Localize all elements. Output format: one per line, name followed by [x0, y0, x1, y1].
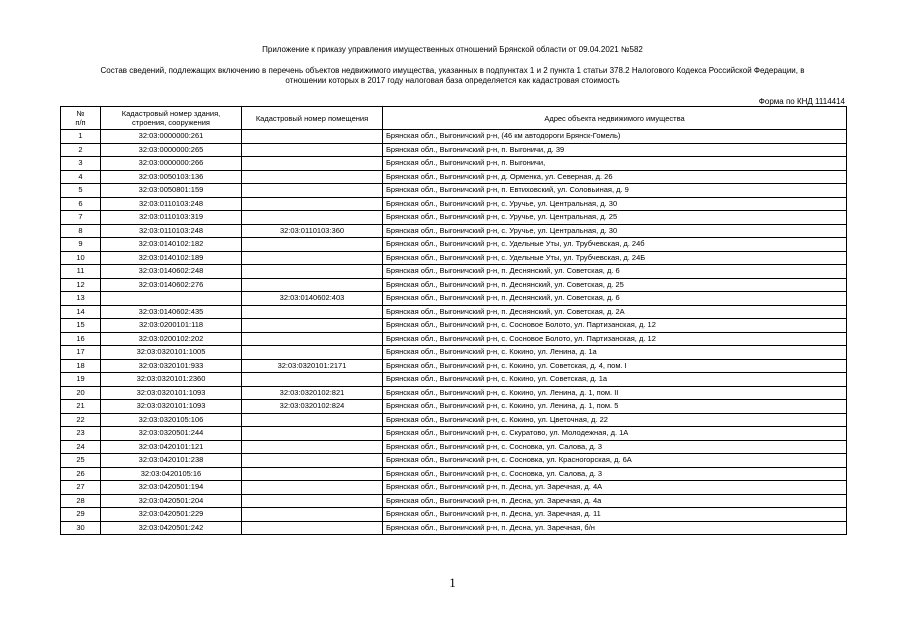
room-cadastral-cell: 32:03:0320101:2171 — [242, 359, 383, 373]
room-cadastral-cell — [242, 440, 383, 454]
table-row — [61, 481, 847, 495]
address-cell: Брянская обл., Выгоничский р-н, с. Удельные Уты, ул. Трубчевская, д. 24б — [383, 238, 847, 252]
row-number-cell: 16 — [61, 332, 101, 346]
building-cadastral-cell: 32:03:0140102:182 — [101, 238, 242, 252]
building-cadastral-cell: 32:03:0320101:1093 — [101, 400, 242, 414]
room-cadastral-cell — [242, 211, 383, 225]
table-row — [61, 278, 847, 292]
form-code: Форма по КНД 1114414 — [758, 97, 845, 106]
building-cadastral-cell — [101, 292, 242, 306]
row-number-cell: 28 — [61, 494, 101, 508]
room-cadastral-cell — [242, 413, 383, 427]
room-cadastral-cell — [242, 143, 383, 157]
row-number-cell: 2 — [61, 143, 101, 157]
building-cadastral-cell: 32:03:0320501:244 — [101, 427, 242, 441]
room-cadastral-cell — [242, 494, 383, 508]
table-row — [61, 130, 847, 144]
building-cadastral-cell: 32:03:0110103:248 — [101, 197, 242, 211]
room-cadastral-cell — [242, 278, 383, 292]
room-cadastral-cell — [242, 251, 383, 265]
row-number-cell: 14 — [61, 305, 101, 319]
row-number-cell: 27 — [61, 481, 101, 495]
room-cadastral-cell — [242, 508, 383, 522]
building-cadastral-cell: 32:03:0420501:229 — [101, 508, 242, 522]
room-cadastral-cell — [242, 346, 383, 360]
address-cell: Брянская обл., Выгоничский р-н, (46 км автодороги Брянск-Гомель) — [383, 130, 847, 144]
room-cadastral-cell: 32:03:0140602:403 — [242, 292, 383, 306]
table-row — [61, 508, 847, 522]
column-header-room-cadastral: Кадастровый номер помещения — [242, 107, 383, 130]
building-cadastral-cell: 32:03:0420501:242 — [101, 521, 242, 535]
page-number: 1 — [449, 575, 456, 590]
address-cell: Брянская обл., Выгоничский р-н, с. Сосновка, ул. Красногорская, д. 6А — [383, 454, 847, 468]
building-cadastral-cell: 32:03:0000000:261 — [101, 130, 242, 144]
building-cadastral-cell: 32:03:0140102:189 — [101, 251, 242, 265]
table-row — [61, 292, 847, 306]
row-number-cell: 8 — [61, 224, 101, 238]
building-cadastral-cell: 32:03:0110103:248 — [101, 224, 242, 238]
room-cadastral-cell — [242, 157, 383, 171]
building-cadastral-cell: 32:03:0050103:136 — [101, 170, 242, 184]
table-row — [61, 454, 847, 468]
document-intro — [60, 66, 845, 86]
table-row — [61, 224, 847, 238]
row-number-cell: 10 — [61, 251, 101, 265]
address-cell: Брянская обл., Выгоничский р-н, с. Кокино, ул. Ленина, д. 1, пом. II — [383, 386, 847, 400]
table-row — [61, 494, 847, 508]
table-row — [61, 197, 847, 211]
building-cadastral-cell: 32:03:0140602:248 — [101, 265, 242, 279]
building-cadastral-cell: 32:03:0420501:194 — [101, 481, 242, 495]
building-cadastral-cell: 32:03:0320101:2360 — [101, 373, 242, 387]
address-cell: Брянская обл., Выгоничский р-н, с. Сосновка, ул. Салова, д. 3 — [383, 440, 847, 454]
address-cell: Брянская обл., Выгоничский р-н, с. Уручье, ул. Центральная, д. 25 — [383, 211, 847, 225]
table-row — [61, 143, 847, 157]
table-row — [61, 400, 847, 414]
building-cadastral-cell: 32:03:0140602:435 — [101, 305, 242, 319]
building-cadastral-cell: 32:03:0140602:276 — [101, 278, 242, 292]
row-number-cell: 1 — [61, 130, 101, 144]
row-number-cell: 26 — [61, 467, 101, 481]
row-number-cell: 25 — [61, 454, 101, 468]
row-number-cell: 30 — [61, 521, 101, 535]
table-row — [61, 211, 847, 225]
column-header-address: Адрес объекта недвижимого имущества — [383, 107, 847, 130]
address-cell: Брянская обл., Выгоничский р-н, п. Деснянский, ул. Советская, д. 6 — [383, 292, 847, 306]
address-cell: Брянская обл., Выгоничский р-н, п. Выгоничи, — [383, 157, 847, 171]
row-number-cell: 22 — [61, 413, 101, 427]
table-row — [61, 413, 847, 427]
address-cell: Брянская обл., Выгоничский р-н, п. Евтиховский, ул. Соловьиная, д. 9 — [383, 184, 847, 198]
row-number-cell: 5 — [61, 184, 101, 198]
room-cadastral-cell — [242, 454, 383, 468]
appendix-title: Приложение к приказу управления имущественных отношений Брянской области от 09.04.2021 №582 — [262, 45, 643, 54]
table-row — [61, 373, 847, 387]
table-body — [61, 130, 847, 535]
room-cadastral-cell — [242, 467, 383, 481]
room-cadastral-cell — [242, 170, 383, 184]
building-cadastral-cell: 32:03:0110103:319 — [101, 211, 242, 225]
row-number-cell: 19 — [61, 373, 101, 387]
building-cadastral-cell: 32:03:0000000:266 — [101, 157, 242, 171]
row-number-cell: 7 — [61, 211, 101, 225]
table-header-row — [61, 107, 847, 130]
address-cell: Брянская обл., Выгоничский р-н, с. Уручье, ул. Центральная, д. 30 — [383, 224, 847, 238]
room-cadastral-cell — [242, 238, 383, 252]
building-cadastral-cell: 32:03:0420101:121 — [101, 440, 242, 454]
room-cadastral-cell — [242, 305, 383, 319]
address-cell: Брянская обл., Выгоничский р-н, п. Десна, ул. Заречная, д. 11 — [383, 508, 847, 522]
table-row — [61, 467, 847, 481]
room-cadastral-cell — [242, 521, 383, 535]
table-row — [61, 305, 847, 319]
address-cell: Брянская обл., Выгоничский р-н, с. Уручье, ул. Центральная, д. 30 — [383, 197, 847, 211]
address-cell: Брянская обл., Выгоничский р-н, с. Кокино, ул. Ленина, д. 1, пом. 5 — [383, 400, 847, 414]
column-header-building-cadastral: Кадастровый номер здания, строения, сооружения — [101, 107, 242, 130]
row-number-cell: 12 — [61, 278, 101, 292]
room-cadastral-cell — [242, 197, 383, 211]
row-number-cell: 11 — [61, 265, 101, 279]
address-cell: Брянская обл., Выгоничский р-н, с. Сосновка, ул. Салова, д. 3 — [383, 467, 847, 481]
table-row — [61, 427, 847, 441]
address-cell: Брянская обл., Выгоничский р-н, п. Выгоничи, д. 39 — [383, 143, 847, 157]
row-number-cell: 13 — [61, 292, 101, 306]
table-row — [61, 157, 847, 171]
building-cadastral-cell: 32:03:0420101:238 — [101, 454, 242, 468]
room-cadastral-cell — [242, 319, 383, 333]
room-cadastral-cell — [242, 332, 383, 346]
address-cell: Брянская обл., Выгоничский р-н, с. Сосновое Болото, ул. Партизанская, д. 12 — [383, 319, 847, 333]
address-cell: Брянская обл., Выгоничский р-н, с. Скуратово, ул. Молодежная, д. 1А — [383, 427, 847, 441]
row-number-cell: 21 — [61, 400, 101, 414]
address-cell: Брянская обл., Выгоничский р-н, п. Деснянский, ул. Советская, д. 6 — [383, 265, 847, 279]
building-cadastral-cell: 32:03:0320101:933 — [101, 359, 242, 373]
row-number-cell: 23 — [61, 427, 101, 441]
building-cadastral-cell: 32:03:0320101:1005 — [101, 346, 242, 360]
building-cadastral-cell: 32:03:0320101:1093 — [101, 386, 242, 400]
table-row — [61, 521, 847, 535]
address-cell: Брянская обл., Выгоничский р-н, п. Десна, ул. Заречная, д. 4а — [383, 494, 847, 508]
address-cell: Брянская обл., Выгоничский р-н, с. Кокино, ул. Ленина, д. 1а — [383, 346, 847, 360]
room-cadastral-cell: 32:03:0110103:360 — [242, 224, 383, 238]
table-row — [61, 238, 847, 252]
address-cell: Брянская обл., Выгоничский р-н, п. Десна, ул. Заречная, б/н — [383, 521, 847, 535]
room-cadastral-cell — [242, 427, 383, 441]
table-row — [61, 332, 847, 346]
address-cell: Брянская обл., Выгоничский р-н, с. Кокино, ул. Советская, д. 4, пом. I — [383, 359, 847, 373]
row-number-cell: 17 — [61, 346, 101, 360]
row-number-cell: 29 — [61, 508, 101, 522]
row-number-cell: 24 — [61, 440, 101, 454]
row-number-cell: 4 — [61, 170, 101, 184]
building-cadastral-cell: 32:03:0200102:202 — [101, 332, 242, 346]
building-cadastral-cell: 32:03:0000000:265 — [101, 143, 242, 157]
building-cadastral-cell: 32:03:0420105:16 — [101, 467, 242, 481]
intro-line-2: отношении которых в 2017 году налоговая база определяется как кадастровая стоимость — [285, 76, 620, 85]
address-cell: Брянская обл., Выгоничский р-н, с. Кокино, ул. Цветочная, д. 22 — [383, 413, 847, 427]
room-cadastral-cell — [242, 373, 383, 387]
building-cadastral-cell: 32:03:0420501:204 — [101, 494, 242, 508]
address-cell: Брянская обл., Выгоничский р-н, п. Десна, ул. Заречная, д. 4А — [383, 481, 847, 495]
row-number-cell: 9 — [61, 238, 101, 252]
address-cell: Брянская обл., Выгоничский р-н, д. Орменка, ул. Северная, д. 26 — [383, 170, 847, 184]
room-cadastral-cell: 32:03:0320102:821 — [242, 386, 383, 400]
row-number-cell: 15 — [61, 319, 101, 333]
room-cadastral-cell — [242, 265, 383, 279]
row-number-cell: 6 — [61, 197, 101, 211]
address-cell: Брянская обл., Выгоничский р-н, п. Деснянский, ул. Советская, д. 2А — [383, 305, 847, 319]
column-header-number: № п/п — [61, 107, 101, 130]
room-cadastral-cell: 32:03:0320102:824 — [242, 400, 383, 414]
row-number-cell: 18 — [61, 359, 101, 373]
table-row — [61, 346, 847, 360]
building-cadastral-cell: 32:03:0200101:118 — [101, 319, 242, 333]
room-cadastral-cell — [242, 481, 383, 495]
room-cadastral-cell — [242, 130, 383, 144]
address-cell: Брянская обл., Выгоничский р-н, с. Сосновое Болото, ул. Партизанская, д. 12 — [383, 332, 847, 346]
room-cadastral-cell — [242, 184, 383, 198]
table-row — [61, 251, 847, 265]
building-cadastral-cell: 32:03:0050801:159 — [101, 184, 242, 198]
table-row — [61, 170, 847, 184]
address-cell: Брянская обл., Выгоничский р-н, с. Кокино, ул. Советская, д. 1а — [383, 373, 847, 387]
table-row — [61, 319, 847, 333]
row-number-cell: 3 — [61, 157, 101, 171]
table-row — [61, 184, 847, 198]
address-cell: Брянская обл., Выгоничский р-н, п. Деснянский, ул. Советская, д. 25 — [383, 278, 847, 292]
table-row — [61, 440, 847, 454]
building-cadastral-cell: 32:03:0320105:106 — [101, 413, 242, 427]
intro-line-1: Состав сведений, подлежащих включению в перечень объектов недвижимого имущества, указанных в подпунктах 1 и 2 пункта 1 статьи 378.2 Налогового Кодекса Российской Федерации, в — [100, 66, 805, 75]
table-row — [61, 265, 847, 279]
row-number-cell: 20 — [61, 386, 101, 400]
table-row — [61, 386, 847, 400]
address-cell: Брянская обл., Выгоничский р-н, с. Удельные Уты, ул. Трубчевская, д. 24Б — [383, 251, 847, 265]
property-registry-table — [60, 106, 847, 535]
table-row — [61, 359, 847, 373]
